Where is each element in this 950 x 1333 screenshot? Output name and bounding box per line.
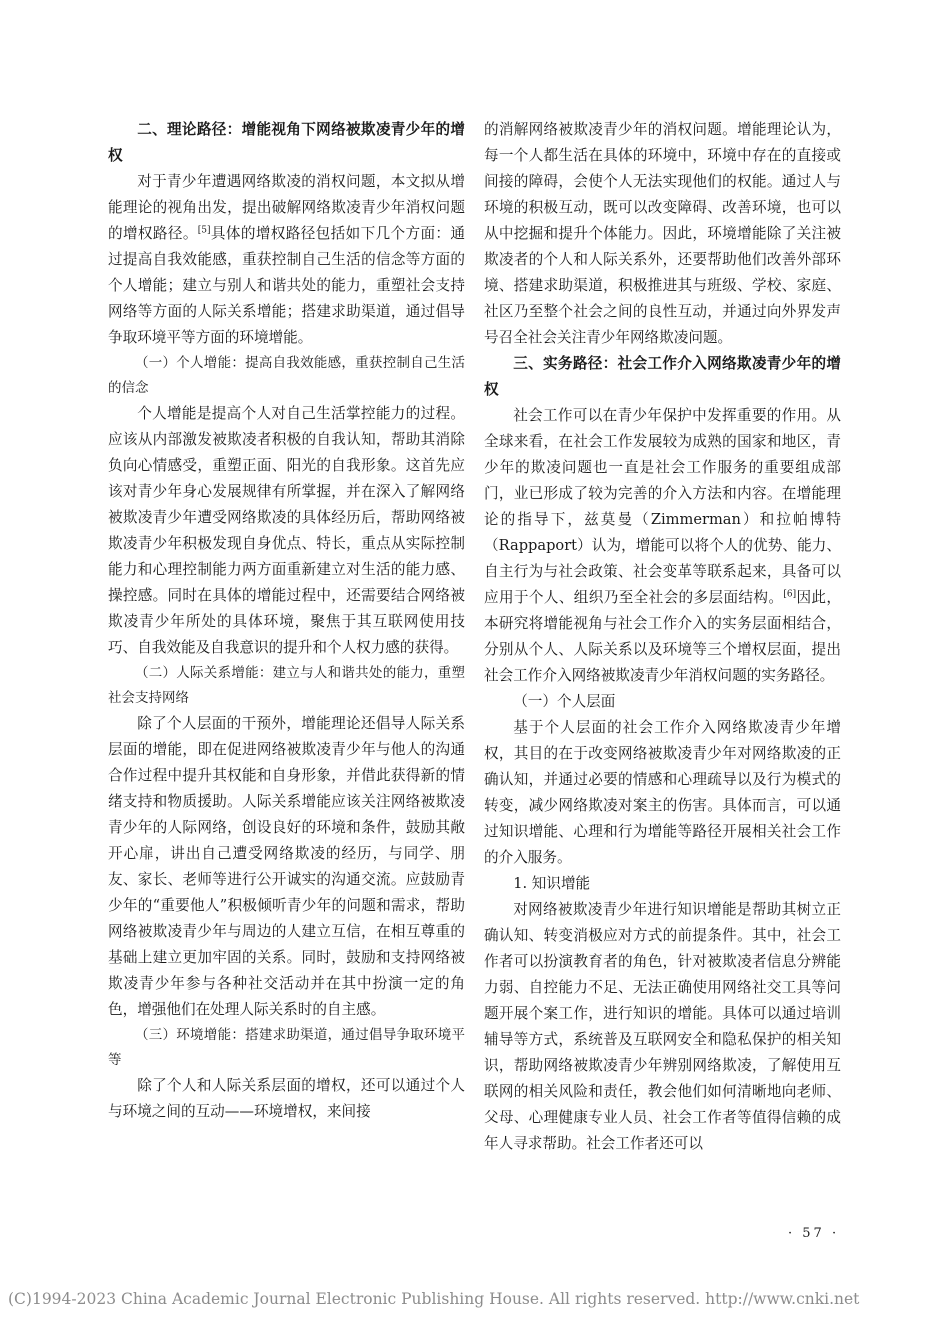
subsection-personal-empowerment-heading: （一）个人增能：提高自我效能感，重获控制自己生活的信念: [108, 355, 465, 396]
item-knowledge-empowerment-heading: 1. 知识增能: [513, 875, 591, 892]
right-column: [484, 117, 841, 1157]
citation-5: [5]: [197, 225, 211, 236]
section-3-body-text-b: 因此，本研究将增能视角与社会工作介入的实务层面相结合，分别从个人、人际关系以及环境等三个增权层面，提出社会工作介入网络被欺凌青少年消权问题的实务路径。: [484, 589, 841, 684]
section-3-body: [484, 403, 841, 689]
section-2-intro-text-a: 对于青少年遭遇网络欺凌的消权问题，本文拟从增能理论的视角出发，提出破解网络欺凌青少年消权问题的增权路径。: [108, 173, 465, 242]
subsection-environmental-empowerment-body: 除了个人和人际关系层面的增权，还可以通过个人与环境之间的互动——环境增权，来间接: [108, 1077, 465, 1120]
page-number: · 57 ·: [788, 1226, 840, 1241]
section-3-body-text-a: 社会工作可以在青少年保护中发挥重要的作用。从全球来看，在社会工作发展较为成熟的国家和地区，青少年的欺凌问题也一直是社会工作服务的重要组成部门，业已形成了较为完善的介入方法和内容。在增能理论的指导下，兹莫曼（Zimmerman）和拉帕博特（Rappaport）认为，增能可以将个人的优势、能力、自主行为与社会政策、社会变革等联系起来，具备可以应用于个人、组织乃至全社会的多层面结构。: [484, 407, 841, 606]
section-2-intro: [108, 169, 465, 351]
subsection-interpersonal-empowerment-heading: （二）人际关系增能：建立与人和谐共处的能力，重塑社会支持网络: [108, 665, 465, 706]
subsection-individual-level-heading: （一）个人层面: [513, 693, 616, 710]
section-3-heading: 三、实务路径：社会工作介入网络欺凌青少年的增权: [484, 355, 841, 398]
section-2-heading: 二、理论路径：增能视角下网络被欺凌青少年的增权: [108, 121, 465, 164]
left-column: [108, 117, 465, 1125]
item-knowledge-empowerment-body: 对网络被欺凌青少年进行知识增能是帮助其树立正确认知、转变消极应对方式的前提条件。其中，社会工作者可以扮演教育者的角色，针对被欺凌者信息分辨能力弱、自控能力不足、无法正确使用网络社交工具等问题开展个案工作，进行知识的增能。具体可以通过培训辅导等方式，系统普及互联网安全和隐私保护的相关知识，帮助网络被欺凌青少年辨别网络欺凌，了解使用互联网的相关风险和责任，教会他们如何清晰地向老师、父母、心理健康专业人员、社会工作者等值得信赖的成年人寻求帮助。社会工作者还可以: [484, 901, 841, 1152]
subsection-individual-level-body: 基于个人层面的社会工作介入网络欺凌青少年增权，其目的在于改变网络被欺凌青少年对网络欺凌的正确认知，并通过必要的情感和心理疏导以及行为模式的转变，减少网络欺凌对案主的伤害。具体而言，可以通过知识增能、心理和行为增能等路径开展相关社会工作的介入服务。: [484, 719, 841, 866]
subsection-environmental-empowerment-heading: （三）环境增能：搭建求助渠道，通过倡导争取环境平等: [108, 1027, 465, 1068]
subsection-personal-empowerment-body: 个人增能是提高个人对自己生活掌控能力的过程。应该从内部激发被欺凌者积极的自我认知，帮助其消除负向心情感受，重塑正面、阳光的自我形象。这首先应该对青少年身心发展规律有所掌握，并在深入了解网络被欺凌青少年遭受网络欺凌的具体经历后，帮助网络被欺凌青少年积极发现自身优点、特长，重点从实际控制能力和心理控制能力两方面重新建立对生活的能力感、操控感。同时在具体的增能过程中，还需要结合网络被欺凌青少年所处的具体环境，聚焦于其互联网使用技巧、自我效能及自我意识的提升和个人权力感的获得。: [108, 405, 465, 656]
citation-6: [6]: [783, 589, 797, 600]
copyright-watermark: (C)1994-2023 China Academic Journal Electronic Publishing House. All rights reserved. http://www.cnki.net: [8, 1290, 860, 1308]
section-2-intro-text-b: 具体的增权路径包括如下几个方面：通过提高自我效能感，重获控制自己生活的信念等方面的个人增能；建立与别人和谐共处的能力，重塑社会支持网络等方面的人际关系增能；搭建求助渠道，通过倡导争取环境平等方面的环境增能。: [108, 225, 465, 346]
environmental-empowerment-continued: 的消解网络被欺凌青少年的消权问题。增能理论认为，每一个人都生活在具体的环境中，环境中存在的直接或间接的障碍，会使个人无法实现他们的权能。通过人与环境的积极互动，既可以改变障碍、改善环境，也可以从中挖掘和提升个体能力。因此，环境增能除了关注被欺凌者的个人和人际关系外，还要帮助他们改善外部环境、搭建求助渠道，积极推进其与班级、学校、家庭、社区乃至整个社会之间的良性互动，并通过向外界发声号召全社会关注青少年网络欺凌问题。: [484, 121, 841, 346]
subsection-interpersonal-empowerment-body: 除了个人层面的干预外，增能理论还倡导人际关系层面的增能，即在促进网络被欺凌青少年与他人的沟通合作过程中提升其权能和自身形象，并借此获得新的情绪支持和物质援助。人际关系增能应该关注网络被欺凌青少年的人际网络，创设良好的环境和条件，鼓励其敞开心扉，讲出自己遭受网络欺凌的经历，与同学、朋友、家长、老师等进行公开诚实的沟通交流。应鼓励青少年的“重要他人”积极倾听青少年的问题和需求，帮助网络被欺凌青少年与周边的人建立互信，在相互尊重的基础上建立更加牢固的关系。同时，鼓励和支持网络被欺凌青少年参与各种社交活动并在其中扮演一定的角色，增强他们在处理人际关系时的自主感。: [108, 715, 465, 1018]
